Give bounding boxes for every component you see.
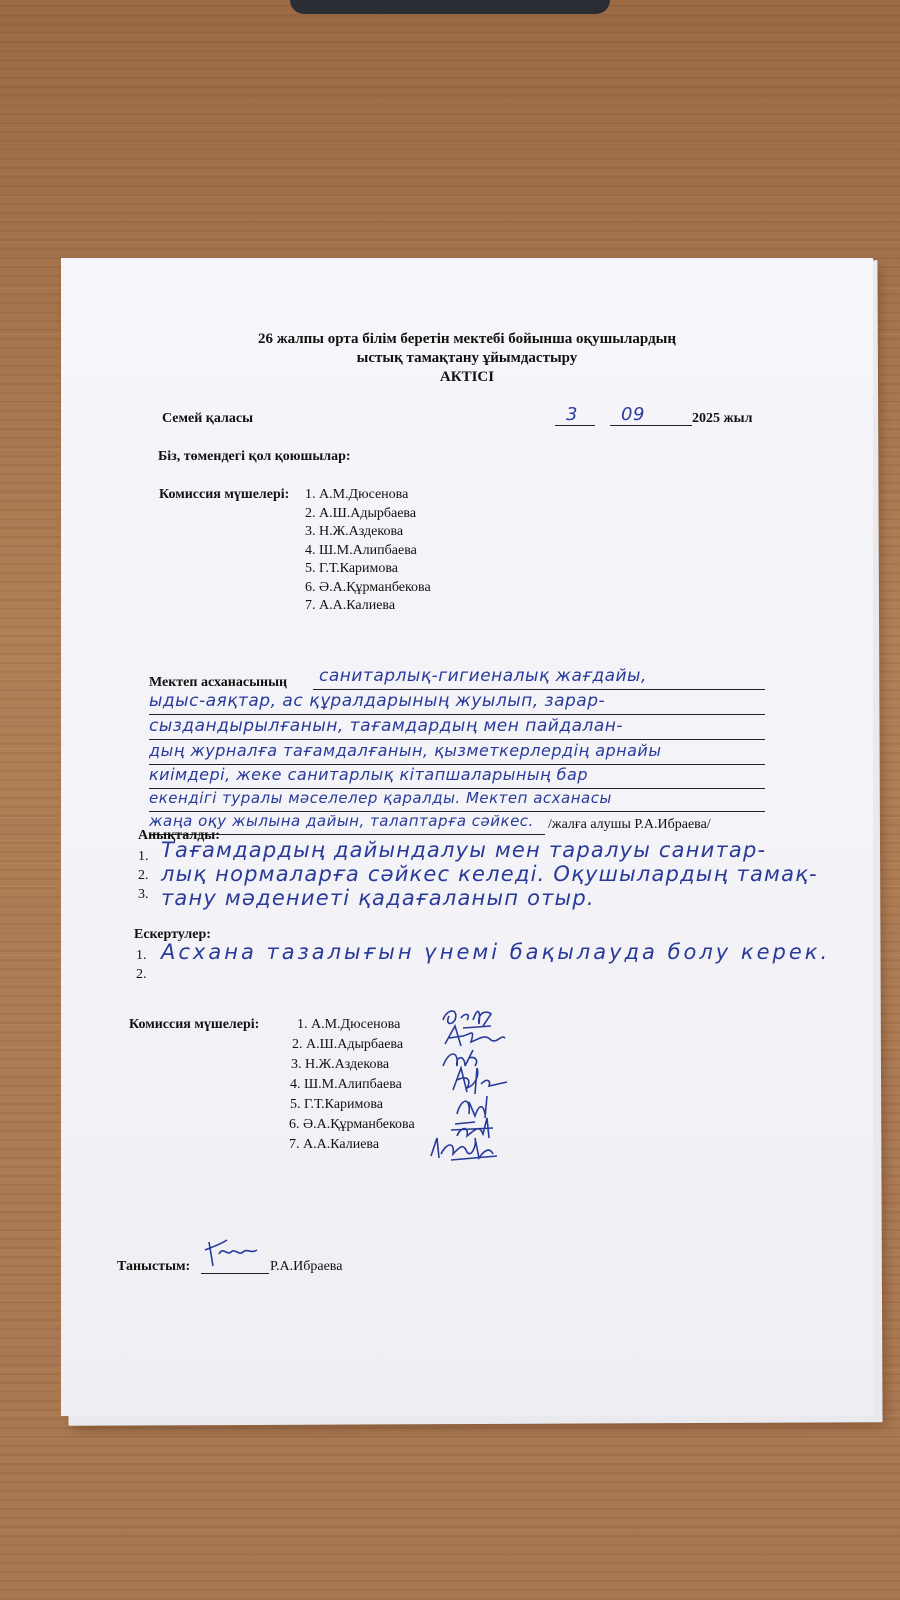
notes-hw-line-1: Асхана тазалығын үнемі бақылауда болу керек.: [161, 940, 831, 964]
notes-label: Ескертулер:: [134, 927, 211, 942]
hw-underline-1: [313, 689, 765, 690]
title-line-1: 26 жалпы орта білім беретін мектебі бойынша оқушылардың: [257, 331, 677, 347]
city: Семей қаласы: [162, 411, 253, 426]
commission2-label: Комиссия мүшелері:: [129, 1017, 260, 1032]
acquainted-signature: [201, 1236, 265, 1272]
school-hw-line-4: дың журналға тағамдалғанын, қызметкерлердің арнайы: [149, 741, 662, 760]
commission-member-1: 1. А.М.Дюсенова: [305, 487, 409, 502]
school-hw-line-1: санитарлық-гигиеналық жағдайы,: [319, 666, 647, 686]
acquainted-label: Таныстым:: [117, 1259, 191, 1274]
document-page: [61, 258, 873, 1416]
commission-member-6: 6. Ә.А.Құрманбекова: [305, 579, 431, 595]
notes-number-2: 2.: [136, 967, 147, 982]
signature-7: [427, 1132, 507, 1164]
commission2-member-7: 7. А.А.Калиева: [289, 1137, 380, 1152]
intro-text: Біз, төмендегі қол қоюшылар:: [158, 449, 351, 464]
document-title: [61, 330, 873, 387]
findings-number-1: 1.: [138, 849, 149, 864]
tenant-note: /жалға алушы Р.А.Ибраева/: [548, 817, 711, 832]
commission-member-7: 7. А.А.Калиева: [305, 598, 396, 613]
school-hw-line-6: екендігі туралы мәселелер қаралды. Мектеп асханасы: [149, 789, 612, 807]
acquainted-name: Р.А.Ибраева: [270, 1259, 343, 1274]
findings-hw-line-2: лық нормаларға сәйкес келеді. Оқушылардың тамақ-: [161, 862, 818, 886]
commission-label: Комиссия мүшелері:: [159, 487, 290, 502]
commission2-member-1: 1. А.М.Дюсенова: [297, 1017, 401, 1032]
findings-label: Анықталды:: [138, 828, 220, 843]
date-year: 2025 жыл: [692, 411, 753, 426]
findings-number-3: 3.: [138, 887, 149, 902]
findings-number-2: 2.: [138, 868, 149, 883]
commission2-member-2: 2. А.Ш.Адырбаева: [292, 1037, 404, 1052]
date-month-line: [610, 425, 692, 426]
dark-object-top: [290, 0, 610, 14]
findings-hw-line-1: Тағамдардың дайындалуы мен таралуы санитар-: [161, 838, 767, 862]
title-line-2: ыстық тамақтану ұйымдастыру: [356, 350, 578, 366]
notes-number-1: 1.: [136, 948, 147, 963]
school-hw-line-5: киімдері, жеке санитарлық кітапшаларының бар: [149, 765, 588, 784]
commission2-member-3: 3. Н.Ж.Аздекова: [291, 1057, 390, 1072]
school-hw-line-7: жаңа оқу жылына дайын, талаптарға сәйкес.: [149, 812, 534, 830]
commission-member-3: 3. Н.Ж.Аздекова: [305, 524, 404, 539]
school-hw-line-2: ыдыс-аяқтар, ас құралдарының жуылып, зарар-: [149, 691, 606, 711]
commission-member-4: 4. Ш.М.Алипбаева: [305, 542, 417, 558]
date-month: 09: [621, 404, 645, 425]
hw-underline-2: [149, 714, 765, 715]
title-line-3: АКТІСІ: [439, 369, 495, 385]
findings-hw-line-3: тану мәдениеті қадағаланып отыр.: [161, 886, 595, 910]
hw-underline-3: [149, 739, 765, 740]
date-day-line: [555, 425, 595, 426]
school-hw-line-3: сыздандырылғанын, тағамдардың мен пайдалан-: [149, 716, 624, 736]
date-day: 3: [566, 404, 578, 425]
commission-member-2: 2. А.Ш.Адырбаева: [305, 505, 417, 521]
acquainted-signature-line: [201, 1273, 269, 1274]
commission2-member-4: 4. Ш.М.Алипбаева: [290, 1077, 402, 1092]
commission2-member-5: 5. Г.Т.Каримова: [290, 1097, 384, 1112]
school-label: Мектеп асханасының: [149, 675, 288, 690]
commission2-member-6: 6. Ә.А.Құрманбекова: [289, 1117, 415, 1132]
commission-member-5: 5. Г.Т.Каримова: [305, 561, 399, 576]
